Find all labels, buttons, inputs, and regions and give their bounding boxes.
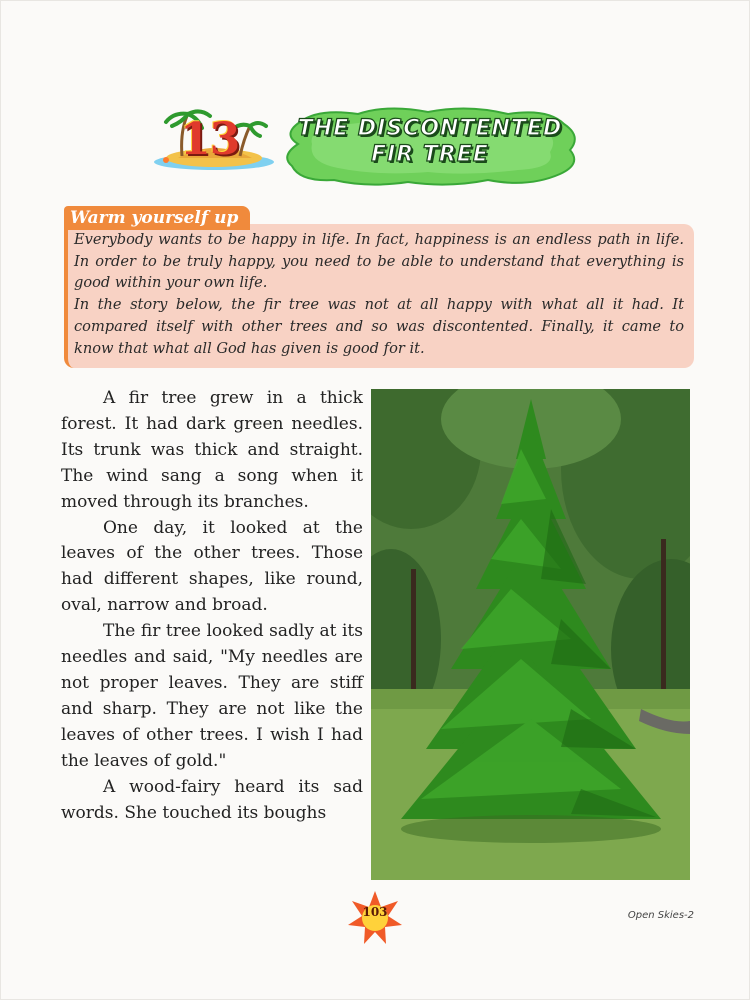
chapter-title xyxy=(278,116,582,168)
chapter-number: 13 xyxy=(180,114,240,165)
page-number: 103 xyxy=(362,905,388,919)
chapter-title-line2: FIR TREE xyxy=(371,142,489,167)
chapter-title-line1: THE DISCONTENTED xyxy=(297,116,563,141)
story-paragraph-1: A fir tree grew in a thick forest. It had dark green needles. Its trunk was thick and straight. The wind sang a song when it moved through its branches. xyxy=(61,388,363,512)
story-text xyxy=(61,386,363,826)
story-paragraph-2: One day, it looked at the leaves of the other trees. Those had different shapes, like round, oval, narrow and broad. xyxy=(61,517,363,616)
warm-up-text xyxy=(74,229,684,359)
story-paragraph-3: The fir tree looked sadly at its needles and said, "My needles are not proper leaves. They are stiff and sharp. They are not like the leaves of other trees. I wish I had the leaves of gold." xyxy=(61,621,363,771)
book-name: Open Skies-2 xyxy=(627,910,694,921)
story-paragraph-4: A wood-fairy heard its sad words. She touched its boughs xyxy=(61,776,363,823)
warm-up-paragraph-1: Everybody wants to be happy in life. In fact, happiness is an endless path in life. In order to be truly happy, you need to be able to understand that everything is good within your own life. xyxy=(74,231,684,292)
warm-up-heading: Warm yourself up xyxy=(64,206,250,230)
fir-tree-photo xyxy=(371,389,690,880)
warm-up-paragraph-2: In the story below, the fir tree was not at all happy with what all it had. It compared itself with other trees and so was discontented. Finally, it came to know that what all God has given is good for it. xyxy=(74,296,684,357)
